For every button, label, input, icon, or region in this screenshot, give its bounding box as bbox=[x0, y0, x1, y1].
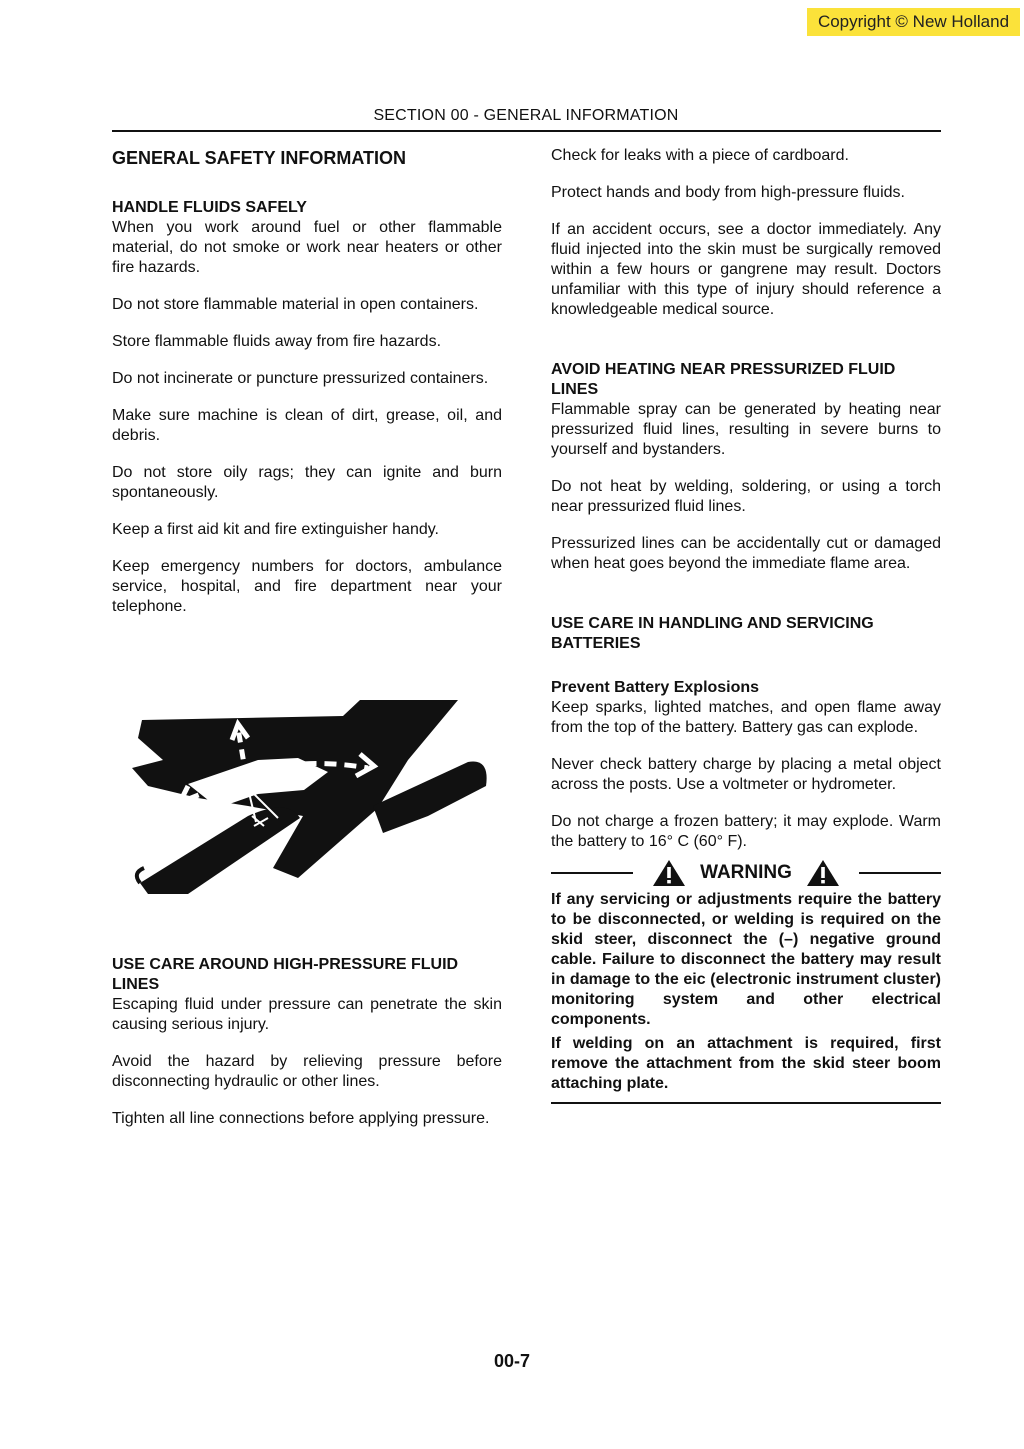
warning-title bbox=[652, 859, 840, 887]
warning-triangle-icon bbox=[652, 859, 686, 887]
high-pressure-hand-illustration bbox=[128, 698, 488, 898]
page-number: 00-7 bbox=[493, 1351, 531, 1371]
heating-paragraph: Do not heat by welding, soldering, or using a torch near pressurized fluid lines. bbox=[551, 478, 941, 515]
intro-paragraph: If an accident occurs, see a doctor immediately. Any fluid injected into the skin must be surgically removed within a few hours or gangrene may result. Doctors unfamiliar with this type of injury should reference a knowledgeable medical source. bbox=[551, 221, 941, 318]
warning-banner bbox=[551, 860, 941, 886]
highpressure-heading: USE CARE AROUND HIGH-PRESSURE FLUID LINES bbox=[112, 956, 459, 993]
fluids-heading: HANDLE FLUIDS SAFELY bbox=[112, 199, 307, 216]
batteries-subheading: Prevent Battery Explosions bbox=[551, 679, 760, 696]
intro-paragraph: Protect hands and body from high-pressure fluids. bbox=[551, 184, 905, 201]
warning-paragraph: If welding on an attachment is required, first remove the attachment from the skid steer boom attaching plate. bbox=[551, 1035, 941, 1092]
intro-paragraph: Check for leaks with a piece of cardboard. bbox=[551, 147, 849, 164]
warning-rule-left bbox=[551, 872, 633, 874]
warning-bottom-divider bbox=[551, 1102, 941, 1104]
fluids-paragraph: Keep a first aid kit and fire extinguisher handy. bbox=[112, 521, 439, 538]
fluids-paragraph: When you work around fuel or other flammable material, do not smoke or work near heaters or other fire hazards. bbox=[112, 219, 502, 276]
warning-rule-right bbox=[859, 872, 941, 874]
high-pressure-section bbox=[112, 955, 502, 1146]
right-column bbox=[551, 146, 941, 1104]
fluids-paragraph: Make sure machine is clean of dirt, grease, oil, and debris. bbox=[112, 407, 502, 444]
left-column bbox=[112, 146, 502, 634]
fluids-paragraph: Do not store flammable material in open containers. bbox=[112, 296, 479, 313]
highpressure-paragraph: Escaping fluid under pressure can penetrate the skin causing serious injury. bbox=[112, 996, 502, 1033]
warning-label: WARNING bbox=[700, 862, 792, 883]
highpressure-paragraph: Tighten all line connections before applying pressure. bbox=[112, 1110, 490, 1127]
heating-paragraph: Flammable spray can be generated by heating near pressurized fluid lines, resulting in severe burns to yourself and bystanders. bbox=[551, 401, 941, 458]
heating-heading: AVOID HEATING NEAR PRESSURIZED FLUID LINES bbox=[551, 361, 896, 398]
fluids-paragraph: Do not store oily rags; they can ignite and burn spontaneously. bbox=[112, 464, 502, 501]
batteries-heading: USE CARE IN HANDLING AND SERVICING BATTERIES bbox=[551, 615, 874, 652]
batteries-paragraph: Do not charge a frozen battery; it may explode. Warm the battery to 16° C (60° F). bbox=[551, 813, 941, 850]
batteries-paragraph: Keep sparks, lighted matches, and open flame away from the top of the battery. Battery gas can explode. bbox=[551, 699, 941, 736]
highpressure-paragraph: Avoid the hazard by relieving pressure before disconnecting hydraulic or other lines. bbox=[112, 1053, 502, 1090]
fluids-paragraph: Store flammable fluids away from fire hazards. bbox=[112, 333, 442, 350]
section-header: SECTION 00 - GENERAL INFORMATION bbox=[373, 107, 679, 124]
copyright-label: Copyright © New Holland bbox=[807, 8, 1020, 36]
warning-paragraph: If any servicing or adjustments require the battery to be disconnected, or welding is required on the skid steer, disconnect the (–) negative ground cable. Failure to disconnect the battery may result in damage to the eic (electronic instrument cluster) monitoring system and other electrical components. bbox=[551, 891, 941, 1028]
header-divider bbox=[112, 130, 941, 132]
batteries-paragraph: Never check battery charge by placing a metal object across the posts. Use a voltmeter or hydrometer. bbox=[551, 756, 941, 793]
fluids-paragraph: Do not incinerate or puncture pressurized containers. bbox=[112, 370, 489, 387]
page-title: GENERAL SAFETY INFORMATION bbox=[112, 148, 407, 168]
heating-paragraph: Pressurized lines can be accidentally cut or damaged when heat goes beyond the immediate flame area. bbox=[551, 535, 941, 572]
fluids-paragraph: Keep emergency numbers for doctors, ambulance service, hospital, and fire department near your telephone. bbox=[112, 558, 502, 615]
warning-triangle-icon bbox=[806, 859, 840, 887]
